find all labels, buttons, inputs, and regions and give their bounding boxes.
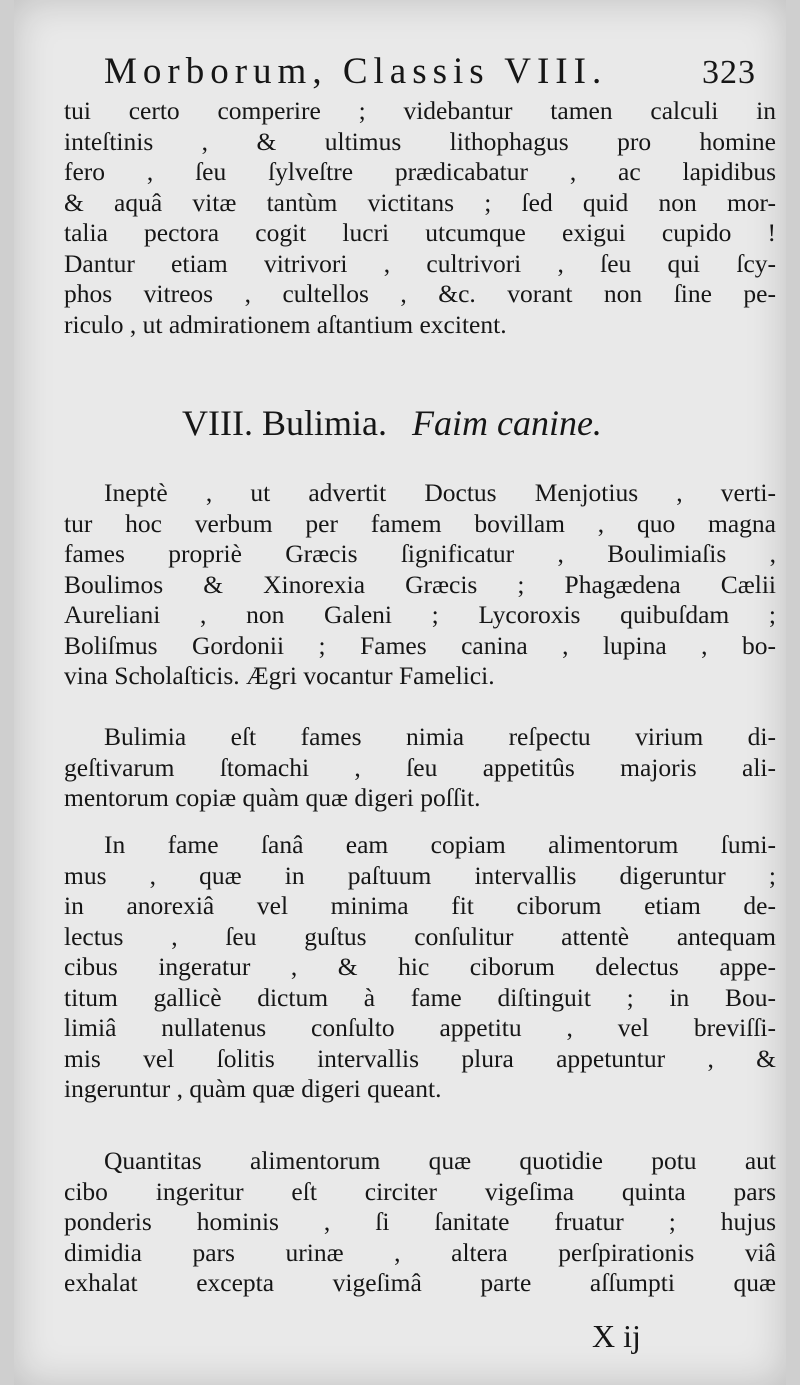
text-line: In fame ſanâ eam copiam alimentorum ſumi- bbox=[104, 830, 776, 859]
text-line: cibo ingeritur eſt circiter vigeſima quinta pars bbox=[64, 1176, 776, 1206]
text-line: mentorum copiæ quàm quæ digeri poſſit. bbox=[64, 783, 481, 812]
text-line: limiâ nullatenus conſulto appetitu , vel breviſſi- bbox=[64, 1013, 776, 1042]
running-head-title: Morborum, Classis VIII. bbox=[104, 51, 608, 92]
text-line: Ineptè , ut advertit Doctus Menjotius , verti- bbox=[104, 478, 776, 507]
section-title-french: Faim canine. bbox=[411, 403, 602, 443]
text-line: exhalat excepta vigeſimâ parte aſſumpti quæ bbox=[64, 1268, 776, 1297]
paragraph-4 bbox=[64, 1146, 776, 1299]
section-heading bbox=[182, 402, 602, 444]
text-line: mis vel ſolitis intervallis plura appetuntur , & bbox=[64, 1043, 776, 1073]
section-title-latin: Bulimia. bbox=[261, 403, 387, 443]
text-line: lectus , ſeu guſtus conſulitur attentè antequam bbox=[64, 921, 776, 951]
text-line: inteſtinis , & ultimus lithophagus pro homine bbox=[64, 126, 776, 156]
text-line: & aquâ vitæ tantùm victitans ; ſed quid non mor- bbox=[64, 187, 776, 217]
page-number: 323 bbox=[702, 54, 756, 91]
text-line: vina Scholaſticis. Ægri vocantur Famelici. bbox=[64, 661, 495, 690]
running-head bbox=[104, 50, 756, 93]
text-line: tur hoc verbum per famem bovillam , quo magna bbox=[64, 508, 776, 538]
text-line: fero , ſeu ſylveſtre prædicabatur , ac lapidibus bbox=[64, 157, 776, 186]
text-line: dimidia pars urinæ , altera perſpirationis viâ bbox=[64, 1237, 776, 1267]
intro-paragraph bbox=[64, 96, 776, 340]
paragraph-3 bbox=[64, 830, 776, 1105]
text-line: ingeruntur , quàm quæ digeri queant. bbox=[64, 1074, 442, 1103]
section-number: VIII. bbox=[182, 403, 253, 443]
text-line: cibus ingeratur , & hic ciborum delectus appe- bbox=[64, 952, 776, 981]
text-line: talia pectora cogit lucri utcumque exigui cupido ! bbox=[64, 218, 776, 247]
text-line: Dantur etiam vitrivori , cultrivori , ſeu qui ſcy- bbox=[64, 248, 776, 278]
text-line: phos vitreos , cultellos , &c. vorant non ſine pe- bbox=[64, 279, 776, 308]
text-line: ponderis hominis , ſi ſanitate fruatur ; hujus bbox=[64, 1207, 776, 1236]
text-line: Boliſmus Gordonii ; Fames canina , lupina , bo- bbox=[64, 630, 776, 660]
text-line: Boulimos & Xinorexia Græcis ; Phagædena Cælii bbox=[64, 569, 776, 599]
text-line: fames propriè Græcis ſignificatur , Boulimiaſis , bbox=[64, 539, 776, 568]
text-line: Bulimia eſt fames nimia reſpectu virium di- bbox=[104, 722, 776, 751]
text-line: mus , quæ in paſtuum intervallis digeruntur ; bbox=[64, 860, 776, 890]
text-line: Quantitas alimentorum quæ quotidie potu aut bbox=[104, 1146, 776, 1175]
text-line: geſtivarum ſtomachi , ſeu appetitûs majoris ali- bbox=[64, 752, 776, 782]
text-line: in anorexiâ vel minima fit ciborum etiam de- bbox=[64, 891, 776, 920]
text-line: titum gallicè dictum à fame diſtinguit ; in Bou- bbox=[64, 982, 776, 1012]
text-line: riculo , ut admirationem aſtantium excitent. bbox=[64, 309, 507, 339]
paragraph-2 bbox=[64, 722, 776, 814]
text-line: tui certo comperire ; videbantur tamen calculi in bbox=[64, 96, 776, 125]
book-page bbox=[14, 0, 786, 1385]
paragraph-1 bbox=[64, 478, 776, 692]
catchword-signature: X ij bbox=[592, 1318, 641, 1354]
text-line: Aureliani , non Galeni ; Lycoroxis quibuſdam ; bbox=[64, 600, 776, 629]
